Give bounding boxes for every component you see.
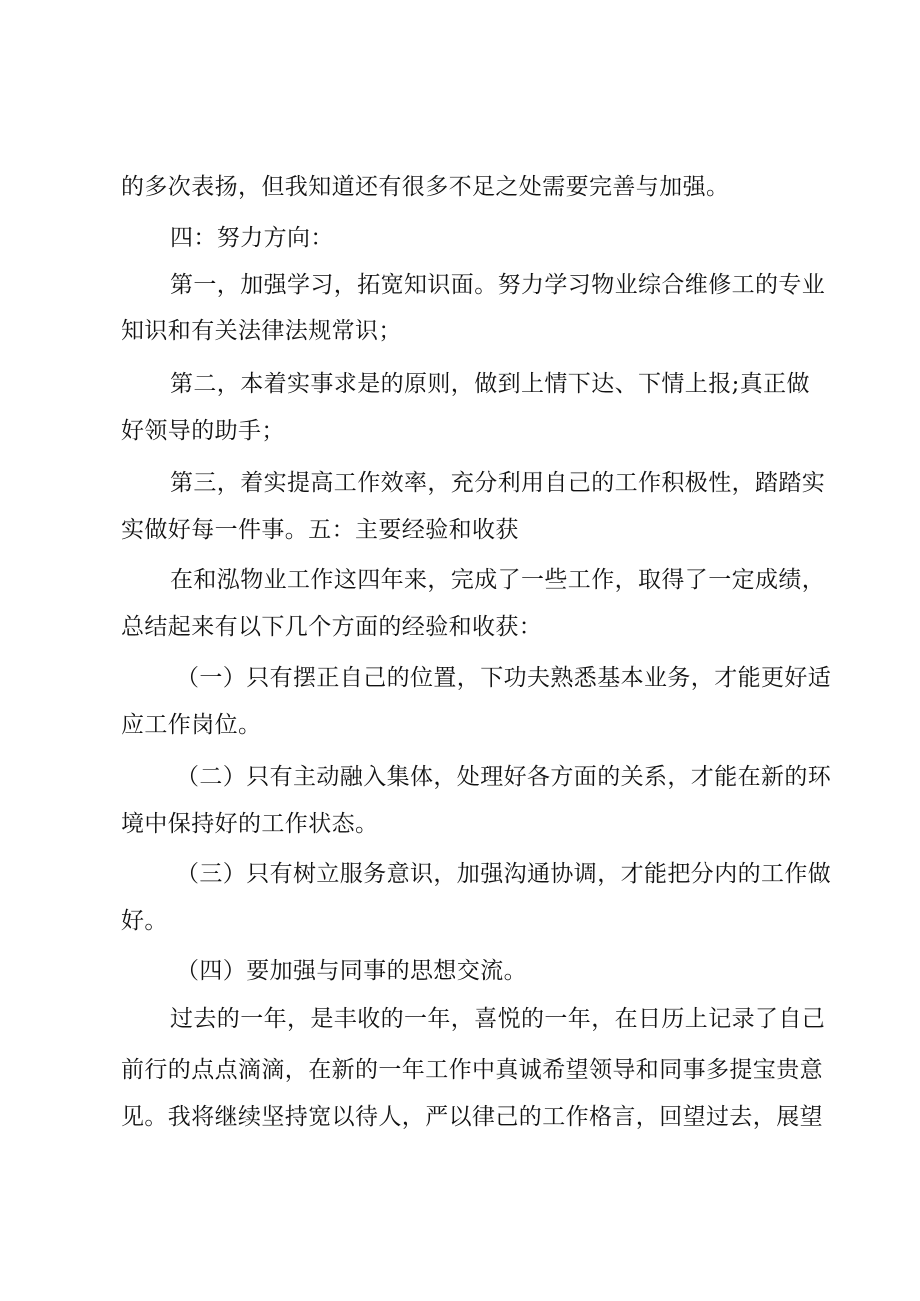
text-line: 好领导的助手； bbox=[121, 418, 285, 444]
list-item-text: （四）要加强与同事的思想交流。 bbox=[176, 958, 527, 984]
text-line: 第三，着实提高工作效率，充分利用自己的工作积极性，踏踏实 bbox=[170, 470, 826, 496]
text-line: 知识和有关法律法规常识； bbox=[121, 318, 402, 344]
list-item-text: （一）只有摆正自己的位置，下功夫熟悉基本业务，才能更好适 bbox=[176, 665, 832, 691]
text-line: 过去的一年，是丰收的一年，喜悦的一年，在日历上记录了自己 bbox=[170, 1006, 826, 1032]
text-line: 实做好每一件事。五：主要经验和收获 bbox=[121, 517, 519, 543]
list-item-text: （二）只有主动融入集体，处理好各方面的关系，才能在新的环 bbox=[176, 764, 832, 790]
list-item-text: 境中保持好的工作状态。 bbox=[121, 811, 379, 837]
text-line: 见。我将继续坚持宽以待人，严以律己的工作格言，回望过去，展望 bbox=[121, 1104, 823, 1130]
text-line: 前行的点点滴滴，在新的一年工作中真诚希望领导和同事多提宝贵意 bbox=[121, 1057, 823, 1083]
list-item-text: 应工作岗位。 bbox=[121, 712, 262, 738]
list-item-text: 好。 bbox=[121, 908, 168, 934]
text-line: 在和泓物业工作这四年来，完成了一些工作，取得了一定成绩， bbox=[170, 567, 826, 593]
text-line: 第一，加强学习，拓宽知识面。努力学习物业综合维修工的专业 bbox=[170, 272, 826, 298]
text-line: 第二，本着实事求是的原则，做到上情下达、下情上报;真正做 bbox=[170, 371, 810, 397]
section-heading: 四：努力方向： bbox=[170, 225, 334, 251]
text-line: 总结起来有以下几个方面的经验和收获： bbox=[121, 614, 543, 640]
list-item-text: （三）只有树立服务意识，加强沟通协调，才能把分内的工作做 bbox=[176, 861, 832, 887]
text-line: 的多次表扬，但我知道还有很多不足之处需要完善与加强。 bbox=[121, 174, 730, 200]
